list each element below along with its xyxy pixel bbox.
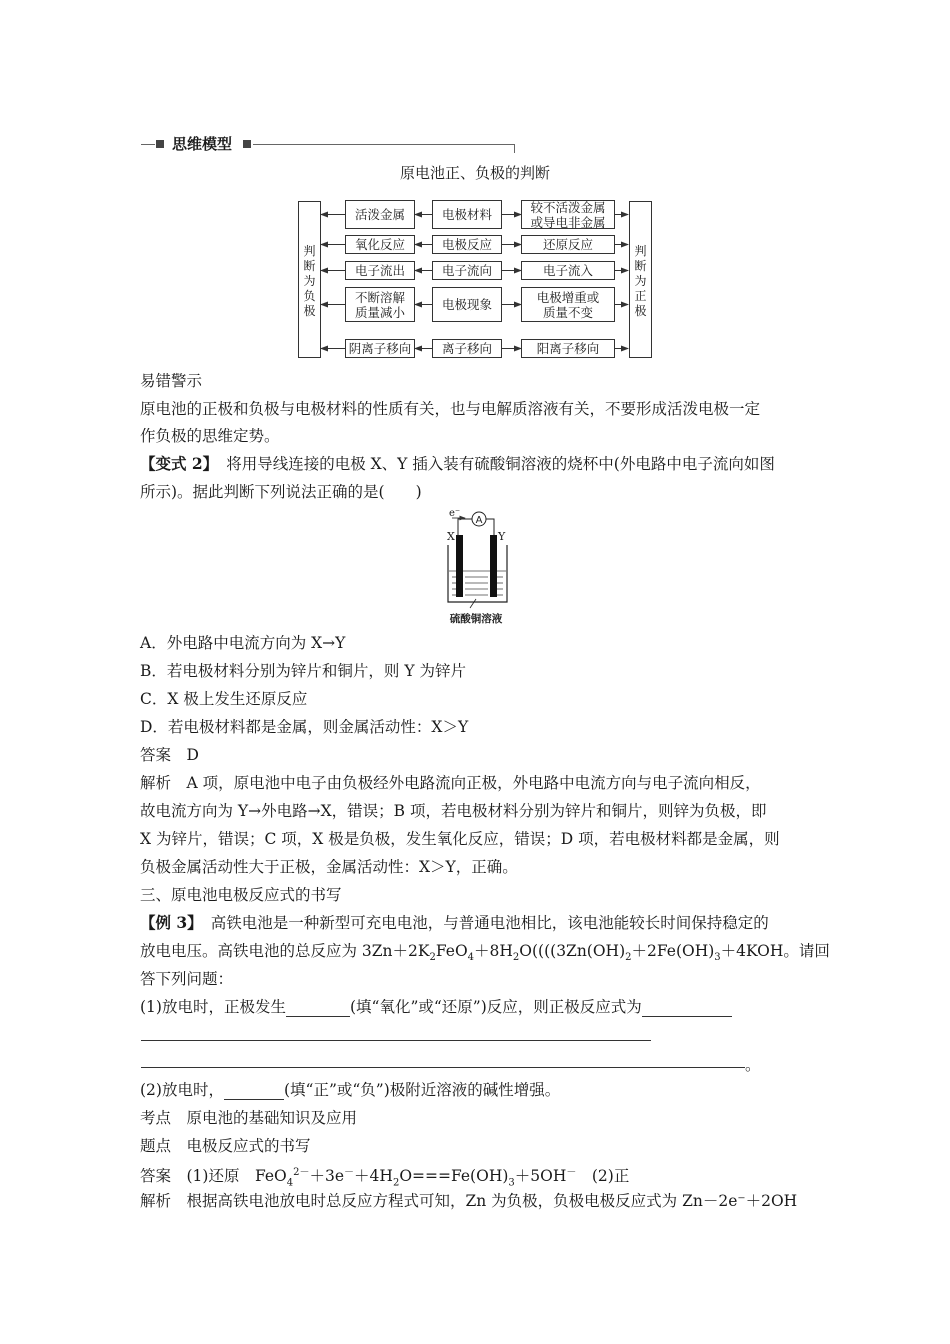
diagram-arrows: [0, 0, 950, 380]
electron-label: e⁻: [449, 508, 461, 519]
electrolysis-figure: [430, 505, 520, 630]
kaodian: 考点 原电池的基础知识及应用: [140, 1109, 358, 1127]
ans-part-f: (2)正: [576, 1167, 630, 1186]
diagram-cell-mid: 电子流向: [432, 261, 502, 280]
eq-part-f: ＋4KOH。请回: [720, 942, 830, 960]
variant2-text-1: 将用导线连接的电极 X、Y 插入装有硫酸铜溶液的烧杯中(外电路中电子流向如图: [226, 455, 775, 473]
diagram-right-label: 判 断 为 正 极: [629, 201, 652, 358]
example3-tag: 【例 3】: [140, 913, 203, 932]
diagram-cell-right: 电子流入: [521, 261, 615, 280]
eq-part-d: O((((3Zn(OH): [519, 942, 626, 960]
diagram-cell-right: 阳离子移向: [521, 339, 615, 358]
ans-part-e: ＋5OH: [514, 1167, 567, 1186]
tidian: 题点 电极反应式的书写: [140, 1137, 311, 1155]
diagram-cell-mid: 电极现象: [432, 287, 502, 322]
q1-blank-2[interactable]: [642, 1000, 732, 1017]
electrode-x-label: X: [447, 530, 455, 543]
q2-blank[interactable]: [224, 1083, 284, 1100]
section-header-title: 思维模型: [172, 135, 233, 153]
ammeter-label: A: [475, 515, 483, 526]
question-2: [140, 1080, 560, 1100]
q1-answer-line-2[interactable]: [141, 1040, 651, 1041]
ans-part-b: ＋3e: [309, 1167, 345, 1186]
diagram-title: 原电池正、负极的判断: [399, 164, 550, 182]
q1-end-period: 。: [745, 1056, 761, 1074]
variant2-analysis-2: 故电流方向为 Y→外电路→X，错误；B 项，若电极材料分别为锌片和铜片，则锌为负极，即: [140, 802, 767, 820]
ans-part-c: ＋4H: [354, 1167, 393, 1186]
example3-text-1: 高铁电池是一种新型可充电电池，与普通电池相比，该电池能较长时间保持稳定的: [210, 914, 769, 932]
option-a: A．外电路中电流方向为 X→Y: [140, 634, 346, 652]
diagram-cell-mid: 离子移向: [432, 339, 502, 358]
ans-part-d: O===Fe(OH): [399, 1167, 509, 1186]
q2-text-a: (2)放电时，: [140, 1081, 224, 1099]
example3-line-3: 答下列问题：: [140, 970, 234, 988]
variant2-tag: 【变式 2】: [140, 454, 219, 473]
variant2-line-1: [140, 454, 775, 474]
option-c: C．X 极上发生还原反应: [140, 690, 308, 708]
diagram-cell-left: 活泼金属: [345, 200, 415, 229]
variant2-analysis-1: 解析 A 项，原电池中电子由负极经外电路流向正极，外电路中电流方向与电子流向相反，: [140, 774, 761, 792]
variant2-analysis-4: 负极金属活动性大于正极，金属活动性：X＞Y，正确。: [140, 858, 518, 876]
diagram-cell-left: 不断溶解 质量减小: [345, 287, 415, 322]
figure-caption: 硫酸铜溶液: [449, 613, 503, 625]
ans-part-a: 答案 (1)还原 FeO: [140, 1167, 287, 1186]
electrode-y: [490, 535, 497, 597]
eq-part-b: FeO: [435, 942, 468, 960]
example3-line-1: [140, 913, 769, 933]
eq-part-e: ＋2Fe(OH): [631, 942, 715, 960]
warning-line-2: 作负极的思维定势。: [140, 427, 280, 445]
diagram-cell-left: 电子流出: [345, 261, 415, 280]
variant2-analysis-3: X 为锌片，错误；C 项，X 极是负极，发生氧化反应，错误；D 项，若电极材料都是金属，则: [140, 830, 780, 848]
example3-analysis: 解析 根据高铁电池放电时总反应方程式可知，Zn 为负极，负极电极反应式为 Zn－2e⁻＋2OH: [140, 1192, 798, 1210]
electrode-x: [456, 535, 463, 597]
question-1: [140, 997, 732, 1017]
warning-line-1: 原电池的正极和负极与电极材料的性质有关，也与电解质溶液有关，不要形成活泼电极一定: [140, 400, 761, 418]
diagram-cell-left: 氧化反应: [345, 235, 415, 254]
variant2-answer: 答案 D: [140, 746, 199, 764]
variant2-line-2: 所示)。据此判断下列说法正确的是( ): [140, 483, 422, 501]
diagram-cell-right: 电极增重或 质量不变: [521, 287, 615, 322]
example3-line-2: 放电电压。高铁电池的总反应为 $3Zn+2K_2FeO_4+8H_2O((((3Zn(OH)_2+2Fe(OH)_3+4KOH$。请回: [140, 942, 830, 964]
option-d: D．若电极材料都是金属，则金属活动性：X＞Y: [140, 718, 469, 736]
eq-part-c: ＋8H: [474, 942, 513, 960]
q1-text-b: (填“氧化”或“还原”)反应，则正极反应式为: [349, 998, 642, 1016]
example3-answer: 答案 (1)还原 $FeO_4^{2-}+3e^-+4H_2O===Fe(OH)_3+5OH^-$ (2)正: [140, 1167, 630, 1189]
diagram-cell-mid: 电极反应: [432, 235, 502, 254]
diagram-cell-mid: 电极材料: [432, 200, 502, 229]
option-b: B．若电极材料分别为锌片和铜片，则 Y 为锌片: [140, 662, 466, 680]
diagram-cell-right: 较不活泼金属 或导电非金属: [521, 200, 615, 229]
q1-text-a: (1)放电时，正极发生: [140, 998, 286, 1016]
warning-heading: 易错警示: [140, 372, 203, 390]
q1-blank-1[interactable]: [286, 1000, 350, 1017]
section3-title: 三、原电池电极反应式的书写: [140, 886, 342, 904]
q2-text-b: (填“正”或“负”)极附近溶液的碱性增强。: [283, 1081, 561, 1099]
diagram-left-label: 判 断 为 负 极: [298, 201, 321, 358]
eq-part-a: 放电电压。高铁电池的总反应为 3Zn＋2K: [140, 942, 430, 960]
diagram-cell-left: 阴离子移向: [345, 339, 415, 358]
diagram-cell-right: 还原反应: [521, 235, 615, 254]
electrode-y-label: Y: [498, 530, 506, 543]
q1-answer-line-3[interactable]: [141, 1067, 745, 1068]
